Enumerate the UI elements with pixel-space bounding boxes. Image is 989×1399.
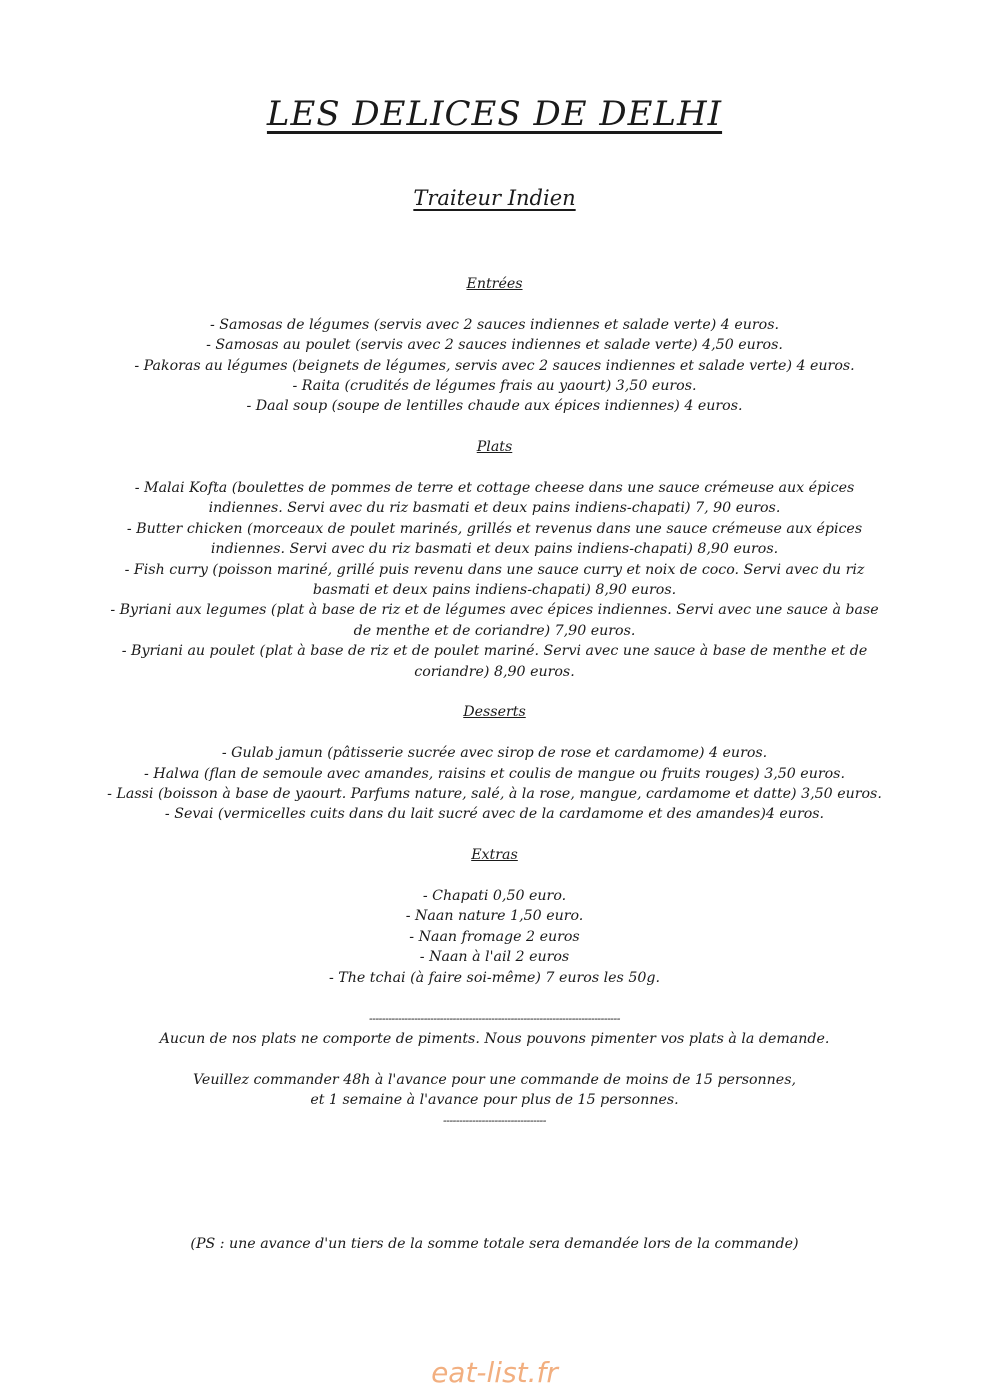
menu-item: - Sevai (vermicelles cuits dans du lait sucré avec de la cardamome et des amandes)4 euros. <box>164 806 825 823</box>
menu-item: - Byriani aux legumes (plat à base de riz et de légumes avec épices indiennes. Servi avec une sauce à base de menthe et de coriandre) 7,90 euros. <box>110 602 879 639</box>
order-note-line-1: Veuillez commander 48h à l'avance pour une commande de moins de 15 personnes, <box>192 1071 796 1088</box>
section-heading-desserts: Desserts <box>463 704 526 721</box>
restaurant-title: LES DELICES DE DELHI <box>266 94 723 134</box>
menu-item: - Byriani au poulet (plat à base de riz et de poulet mariné. Servi avec une sauce à base de menthe et de coriandre) 8,90 euros. <box>121 643 868 680</box>
divider-bottom: -------------------------------- <box>443 1113 546 1127</box>
desserts-list <box>90 743 899 825</box>
watermark-logo: eat-list.fr <box>431 1356 558 1389</box>
menu-item: - Naan fromage 2 euros <box>409 928 580 945</box>
menu-item: - Pakoras au légumes (beignets de légumes, servis avec 2 sauces indiennes et salade verte) 4 euros. <box>134 357 855 374</box>
restaurant-subtitle: Traiteur Indien <box>413 186 576 210</box>
entrees-list <box>90 315 899 417</box>
menu-item: - The tchai (à faire soi-même) 7 euros les 50g. <box>329 969 660 986</box>
section-extras <box>90 845 899 988</box>
spacer <box>90 1049 899 1069</box>
footer-notes <box>90 1009 899 1131</box>
section-plats <box>90 437 899 682</box>
menu-item: - Butter chicken (morceaux de poulet marinés, grillés et revenus dans une sauce crémeuse aux épices indiennes. Servi avec du riz basmati et deux pains indiens-chapati) 8,90 euros. <box>126 520 863 558</box>
ps-note: (PS : une avance d'un tiers de la somme totale sera demandée lors de la commande) <box>190 1236 799 1252</box>
menu-item: - Gulab jamun (pâtisserie sucrée avec sirop de rose et cardamome) 4 euros. <box>221 745 768 762</box>
divider-top: ------------------------------------------------------------------------------ <box>369 1011 620 1025</box>
menu-content <box>90 274 899 1131</box>
section-heading-plats: Plats <box>476 439 513 456</box>
extras-list <box>90 886 899 988</box>
menu-item: - Samosas de légumes (servis avec 2 sauces indiennes et salade verte) 4 euros. <box>210 316 779 333</box>
menu-item: - Fish curry (poisson mariné, grillé puis revenu dans une sauce curry et noix de coco. Servi avec du riz basmati et deux pains indiens-chapati) 8,90 euros. <box>124 561 865 599</box>
menu-item: - Samosas au poulet (servis avec 2 sauces indiennes et salade verte) 4,50 euros. <box>206 337 783 354</box>
menu-item: - Naan à l'ail 2 euros <box>419 949 570 966</box>
menu-item: - Raita (crudités de légumes frais au yaourt) 3,50 euros. <box>292 378 697 395</box>
menu-item: - Lassi (boisson à base de yaourt. Parfums nature, salé, à la rose, mangue, cardamome et datte) 3,50 euros. <box>107 786 882 803</box>
order-note-line-2: et 1 semaine à l'avance pour plus de 15 personnes. <box>310 1092 679 1109</box>
menu-item: - Daal soup (soupe de lentilles chaude aux épices indiennes) 4 euros. <box>246 398 743 415</box>
menu-item: - Halwa (flan de semoule avec amandes, raisins et coulis de mangue ou fruits rouges) 3,50 euros. <box>144 765 845 782</box>
section-heading-entrees: Entrées <box>466 276 523 292</box>
section-entrees <box>90 274 899 417</box>
menu-item: - Naan nature 1,50 euro. <box>405 908 584 925</box>
menu-item: - Chapati 0,50 euro. <box>422 888 567 905</box>
menu-item: - Malai Kofta (boulettes de pommes de terre et cottage cheese dans une sauce crémeuse aux épices indiennes. Servi avec du riz basmati et deux pains indiens-chapati) 7, 90 euros. <box>134 480 855 517</box>
section-heading-extras: Extras <box>471 847 518 864</box>
plats-list <box>90 478 899 682</box>
spice-note: Aucun de nos plats ne comporte de piments. Nous pouvons pimenter vos plats à la demande. <box>159 1030 830 1047</box>
section-desserts <box>90 702 899 824</box>
